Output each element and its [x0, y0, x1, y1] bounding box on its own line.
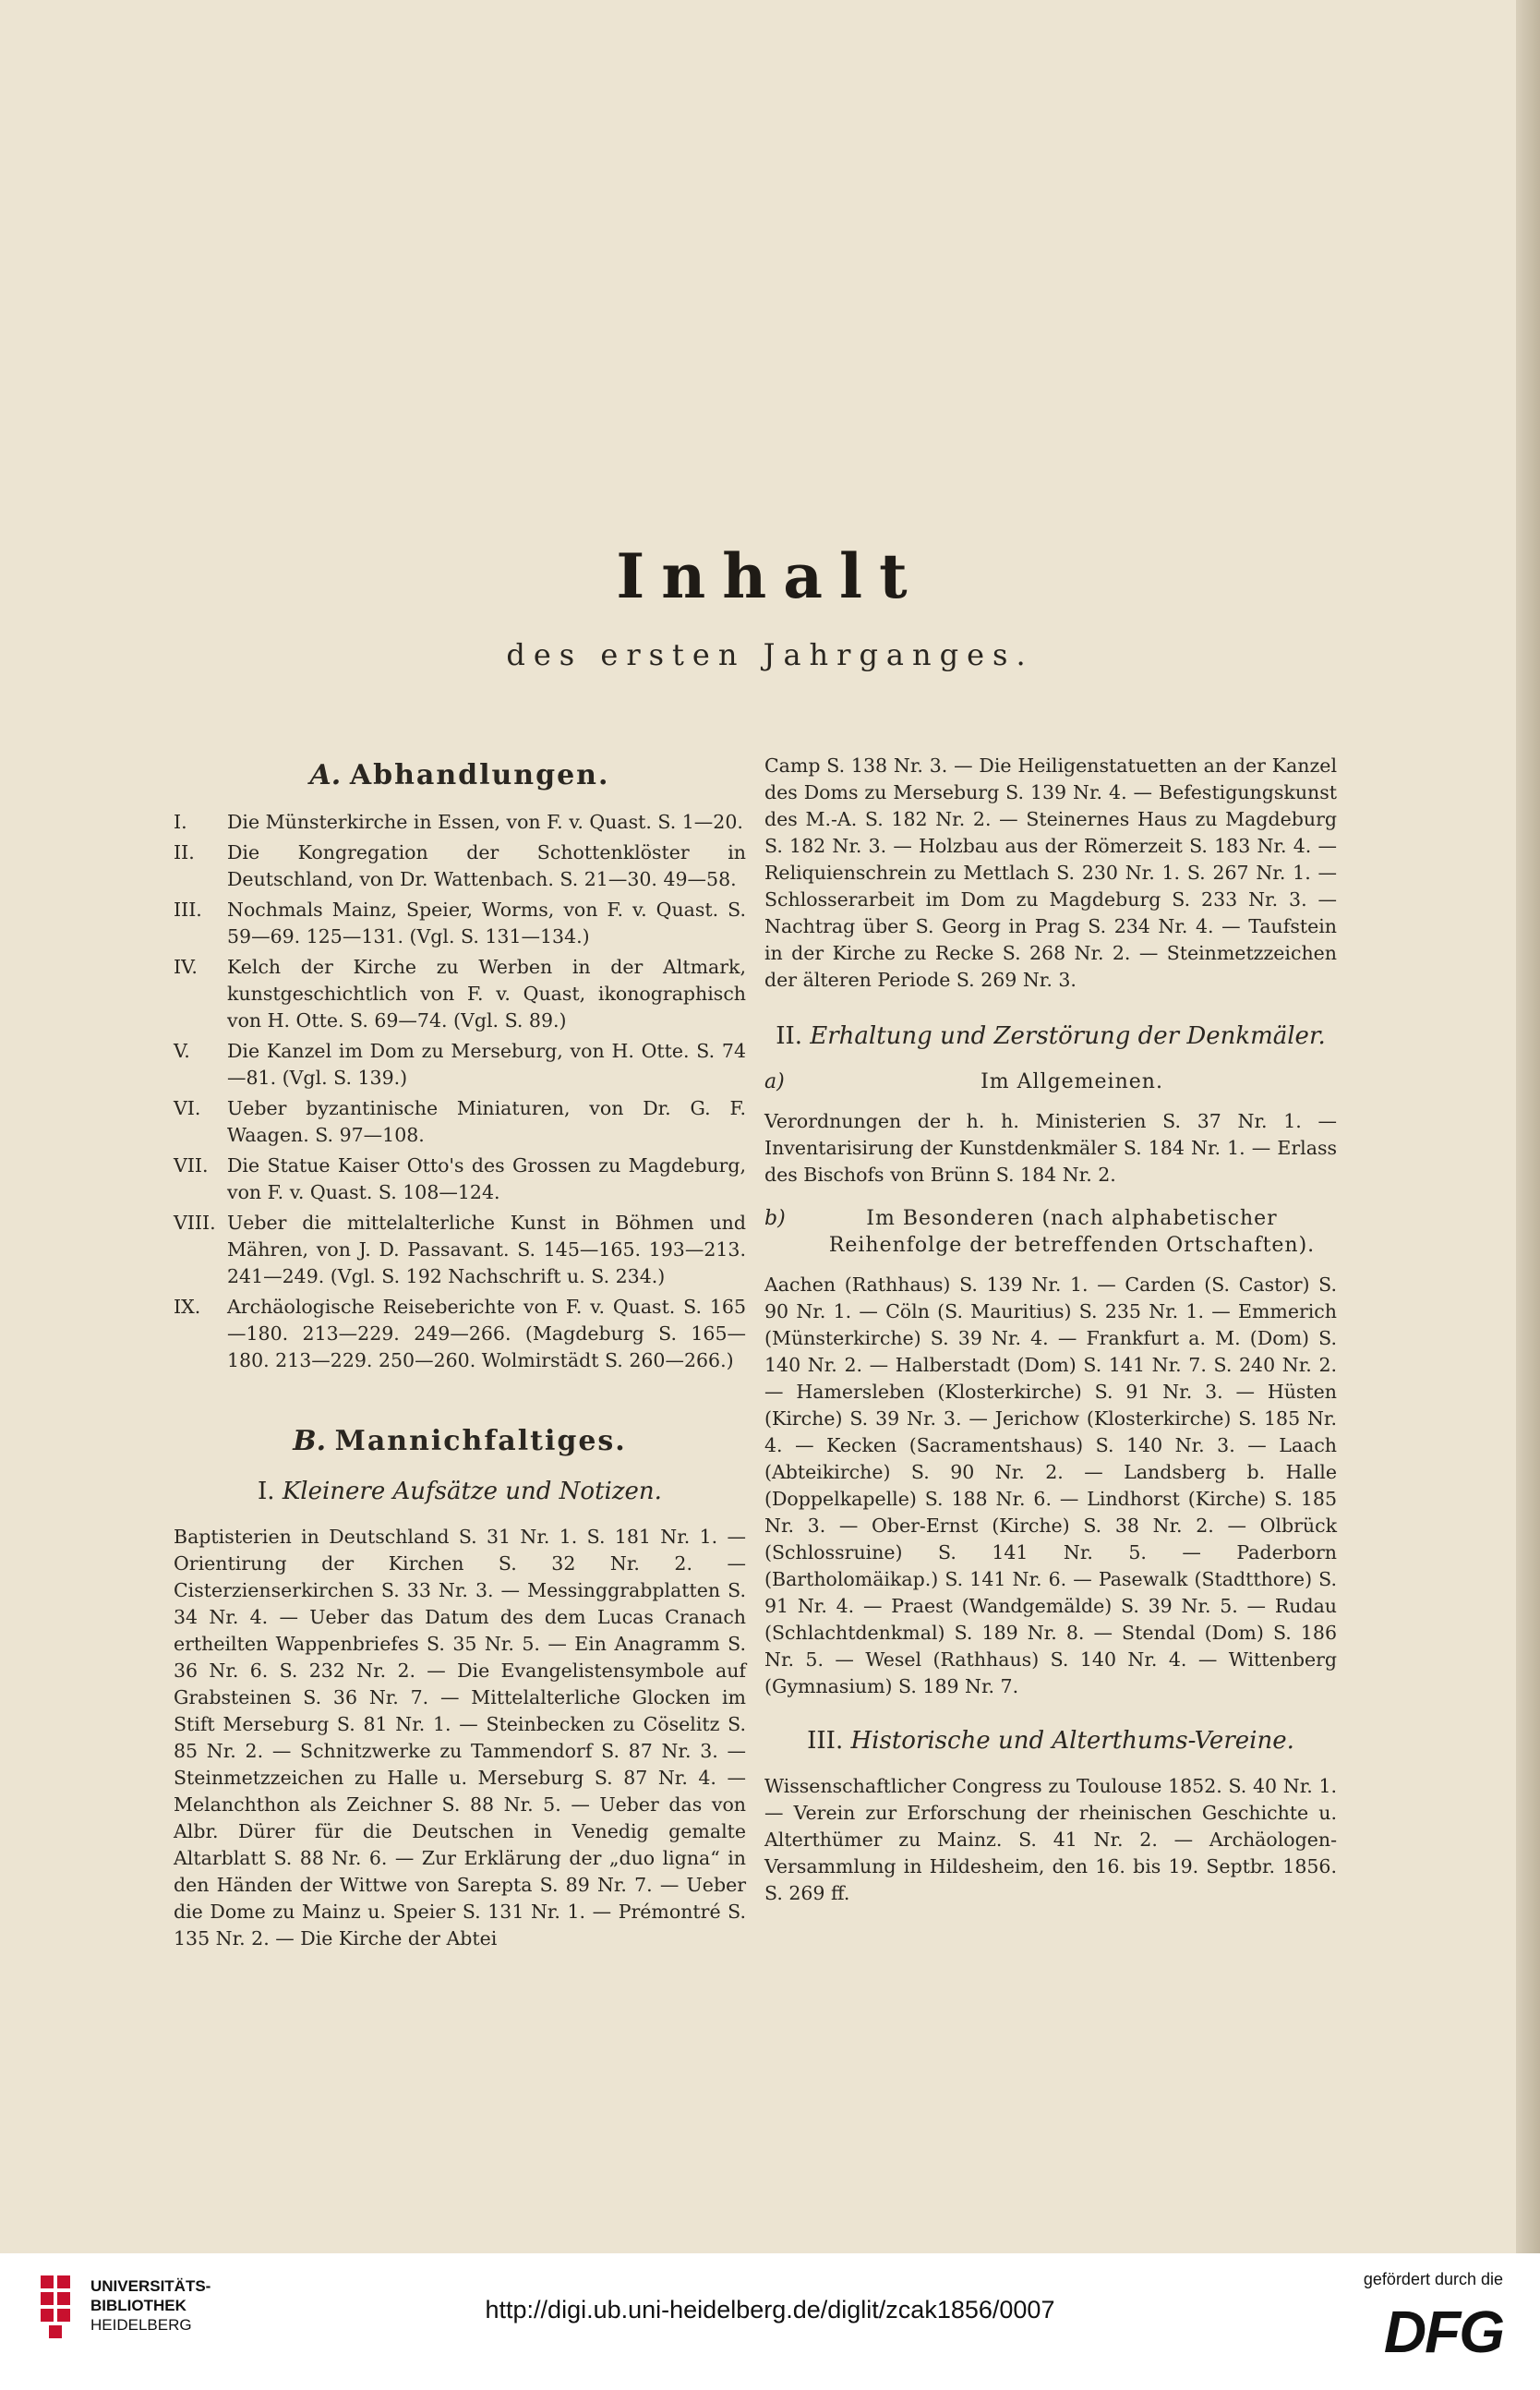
subsection-number: III. [807, 1727, 844, 1755]
entry-text: Die Kongregation der Schottenklöster in Deutschland, von Dr. Wattenbach. S. 21—30. 49—58. [227, 841, 746, 890]
entry-number: I. [174, 811, 187, 833]
entry-text: Nochmals Mainz, Speier, Worms, von F. v. Quast. S. 59—69. 125—131. (Vgl. S. 131—134.) [227, 899, 746, 948]
entry-text: Die Kanzel im Dom zu Merseburg, von H. Otte. S. 74—81. (Vgl. S. 139.) [227, 1040, 746, 1089]
toc-entry [174, 1153, 746, 1206]
subsubsection-title: Im Allgemeinen. [981, 1070, 1163, 1093]
entry-text: Ueber byzantinische Miniaturen, von Dr. G. F. Waagen. S. 97—108. [227, 1097, 746, 1146]
section-b-letter: B. [293, 1425, 327, 1457]
right-column [764, 753, 1337, 1913]
toc-entry [174, 839, 746, 893]
entry-text: Kelch der Kirche zu Werben in der Altmark, kunstgeschichtlich von F. v. Quast, ikonographisch von H. Otte. S. 69—74. (Vgl. S. 89.) [227, 956, 746, 1032]
section-b-heading [174, 1425, 746, 1457]
entry-number: II. [174, 841, 195, 863]
subsubsection-label: a) [764, 1070, 785, 1093]
source-url[interactable]: http://digi.ub.uni-heidelberg.de/diglit/zcak1856/0007 [485, 2296, 1055, 2324]
section-a-letter: A. [309, 759, 342, 791]
subsection-heading [764, 1023, 1337, 1050]
subsection-text: Aachen (Rathhaus) S. 139 Nr. 1. — Carden (S. Castor) S. 90 Nr. 1. — Cöln (S. Mauritius) S. 235 Nr. 1. — Emmerich (Münsterkirche) S. 39 Nr. 4. — Frankfurt a. M. (Dom) S. 140 Nr. 2. — Halberstadt (Dom) S. 141 Nr. 7. S. 240 Nr. 2. — Hamersleben (Klosterkirche) S. 91 Nr. 3. — Hüsten (Kirche) S. 39 Nr. 3. — Jerichow (Klosterkirche) S. 185 Nr. 4. — Kecken (Sacramentshaus) S. 140 Nr. 3. — Laach (Abteikirche) S. 90 Nr. 2. — Landsberg b. Halle (Doppelkapelle) S. 188 Nr. 6. — Lindhorst (Kirche) S. 185 Nr. 3. — Ober-Ernst (Kirche) S. 38 Nr. 2. — Olbrück (Schlossruine) S. 141 Nr. 5. — Paderborn (Bartholomäikap.) S. 141 Nr. 6. — Pasewalk (Stadtthore) S. 91 Nr. 4. — Praest (Wandgemälde) S. 39 Nr. 5. — Rudau (Schlachtdenkmal) S. 189 Nr. 8. — Stendal (Dom) S. 186 Nr. 5. — Wesel (Rathhaus) S. 140 Nr. 4. — Wittenberg (Gymnasium) S. 189 Nr. 7. [764, 1273, 1337, 1697]
toc-entry [174, 1038, 746, 1092]
entry-number: IX. [174, 1296, 201, 1318]
subsubsection-title: Im Besonderen (nach alphabetischer Reihenfolge der betreffenden Ortschaften). [828, 1207, 1316, 1257]
entry-number: VI. [174, 1097, 201, 1119]
subsection-heading [174, 1479, 746, 1505]
toc-entry [174, 1210, 746, 1290]
page-edge [1516, 0, 1540, 2253]
subsection-title: Historische und Alterthums-Vereine. [850, 1727, 1294, 1755]
toc-entry [174, 1294, 746, 1374]
subsubsection-heading [764, 1068, 1337, 1095]
subsection-title: Erhaltung und Zerstörung der Denkmäler. [810, 1022, 1326, 1050]
subsubsection-heading [764, 1205, 1337, 1259]
entry-number: VII. [174, 1154, 209, 1177]
toc-entry [174, 1095, 746, 1149]
dfg-logo: DFG [1383, 2299, 1503, 2365]
subsection-title: Kleinere Aufsätze und Notizen. [282, 1478, 662, 1505]
library-name-line: UNIVERSITÄTS- [90, 2277, 211, 2295]
entry-text: Die Statue Kaiser Otto's des Grossen zu Magdeburg, von F. v. Quast. S. 108—124. [227, 1154, 746, 1203]
library-name-line: BIBLIOTHEK [90, 2297, 186, 2314]
toc-entry [174, 954, 746, 1034]
entry-number: III. [174, 899, 202, 921]
funded-by-label: gefördert durch die [1363, 2270, 1503, 2288]
toc-entry [174, 809, 746, 836]
library-name-line: HEIDELBERG [90, 2316, 192, 2334]
entry-number: IV. [174, 956, 198, 978]
entry-text: Archäologische Reiseberichte von F. v. Quast. S. 165—180. 213—229. 249—266. (Magdeburg S. 165—180. 213—229. 250—260. Wolmirstädt S. 260—266.) [227, 1296, 746, 1371]
continued-text: Camp S. 138 Nr. 3. — Die Heiligenstatuetten an der Kanzel des Doms zu Merseburg S. 139 Nr. 4. — Befestigungskunst des M.-A. S. 182 Nr. 2. — Steinernes Haus zu Magdeburg S. 182 Nr. 3. — Holzbau aus der Römerzeit S. 183 Nr. 4. — Reliquienschrein zu Mettlach S. 230 Nr. 1. S. 267 Nr. 1. — Schlosserarbeit im Dom zu Magdeburg S. 233 Nr. 3. — Nachtrag über S. Georg in Prag S. 234 Nr. 4. — Taufstein in der Kirche zu Recke S. 268 Nr. 2. — Steinmetzzeichen der älteren Periode S. 269 Nr. 3. [764, 754, 1337, 991]
section-b-title: Mannichfaltiges. [334, 1425, 627, 1457]
entry-number: VIII. [174, 1212, 216, 1234]
section-a-title: Abhandlungen. [349, 759, 610, 791]
entry-text: Ueber die mittelalterliche Kunst in Böhmen und Mähren, von J. D. Passavant. S. 145—165. 193—213. 241—249. (Vgl. S. 192 Nachschrift u. S. 234.) [227, 1212, 746, 1287]
subsection-number: I. [258, 1478, 275, 1505]
left-column [174, 759, 746, 1958]
subsection-number: II. [776, 1022, 802, 1050]
page-title: Inhalt [616, 540, 924, 612]
subsection-heading [764, 1728, 1337, 1755]
subsection-text: Wissenschaftlicher Congress zu Toulouse 1852. S. 40 Nr. 1. — Verein zur Erforschung der rheinischen Geschichte u. Alterthümer zu Mainz. S. 41 Nr. 2. — Archäologen-Versammlung in Hildesheim, den 16. bis 19. Septbr. 1856. S. 269 ff. [764, 1775, 1337, 1904]
subsection-text: Baptisterien in Deutschland S. 31 Nr. 1. S. 181 Nr. 1. — Orientirung der Kirchen S. 32 Nr. 2. — Cisterzienserkirchen S. 33 Nr. 3. — Messinggrabplatten S. 34 Nr. 4. — Ueber das Datum des dem Lucas Cranach ertheilten Wappenbriefes S. 35 Nr. 5. — Ein Anagramm S. 36 Nr. 6. S. 232 Nr. 2. — Die Evangelistensymbole auf Grabsteinen S. 36 Nr. 7. — Mittelalterliche Glocken im Stift Merseburg S. 81 Nr. 1. — Steinbecken zu Cöselitz S. 85 Nr. 2. — Schnitzwerke zu Tammendorf S. 87 Nr. 3. — Steinmetzzeichen zu Halle u. Merseburg S. 87 Nr. 4. — Melanchthon als Zeichner S. 88 Nr. 5. — Ueber das von Albr. Dürer für die Deutschen in Venedig gemalte Altarblatt S. 88 Nr. 6. — Zur Erklärung der „duo ligna“ in den Händen der Wittwe von Sarepta S. 89 Nr. 7. — Ueber die Dome zu Mainz u. Speier S. 131 Nr. 1. — Prémontré S. 135 Nr. 2. — Die Kirche der Abtei [174, 1526, 746, 1949]
page-subtitle: des ersten Jahrganges. [506, 637, 1034, 672]
entry-number: V. [174, 1040, 190, 1062]
toc-entry [174, 897, 746, 950]
subsubsection-label: b) [764, 1207, 786, 1230]
subsection-text: Verordnungen der h. h. Ministerien S. 37 Nr. 1. — Inventarisirung der Kunstdenkmäler S. 184 Nr. 1. — Erlass des Bischofs von Brünn S. 184 Nr. 2. [764, 1110, 1337, 1186]
section-a-heading [174, 759, 746, 791]
entry-text: Die Münsterkirche in Essen, von F. v. Quast. S. 1—20. [227, 811, 743, 833]
